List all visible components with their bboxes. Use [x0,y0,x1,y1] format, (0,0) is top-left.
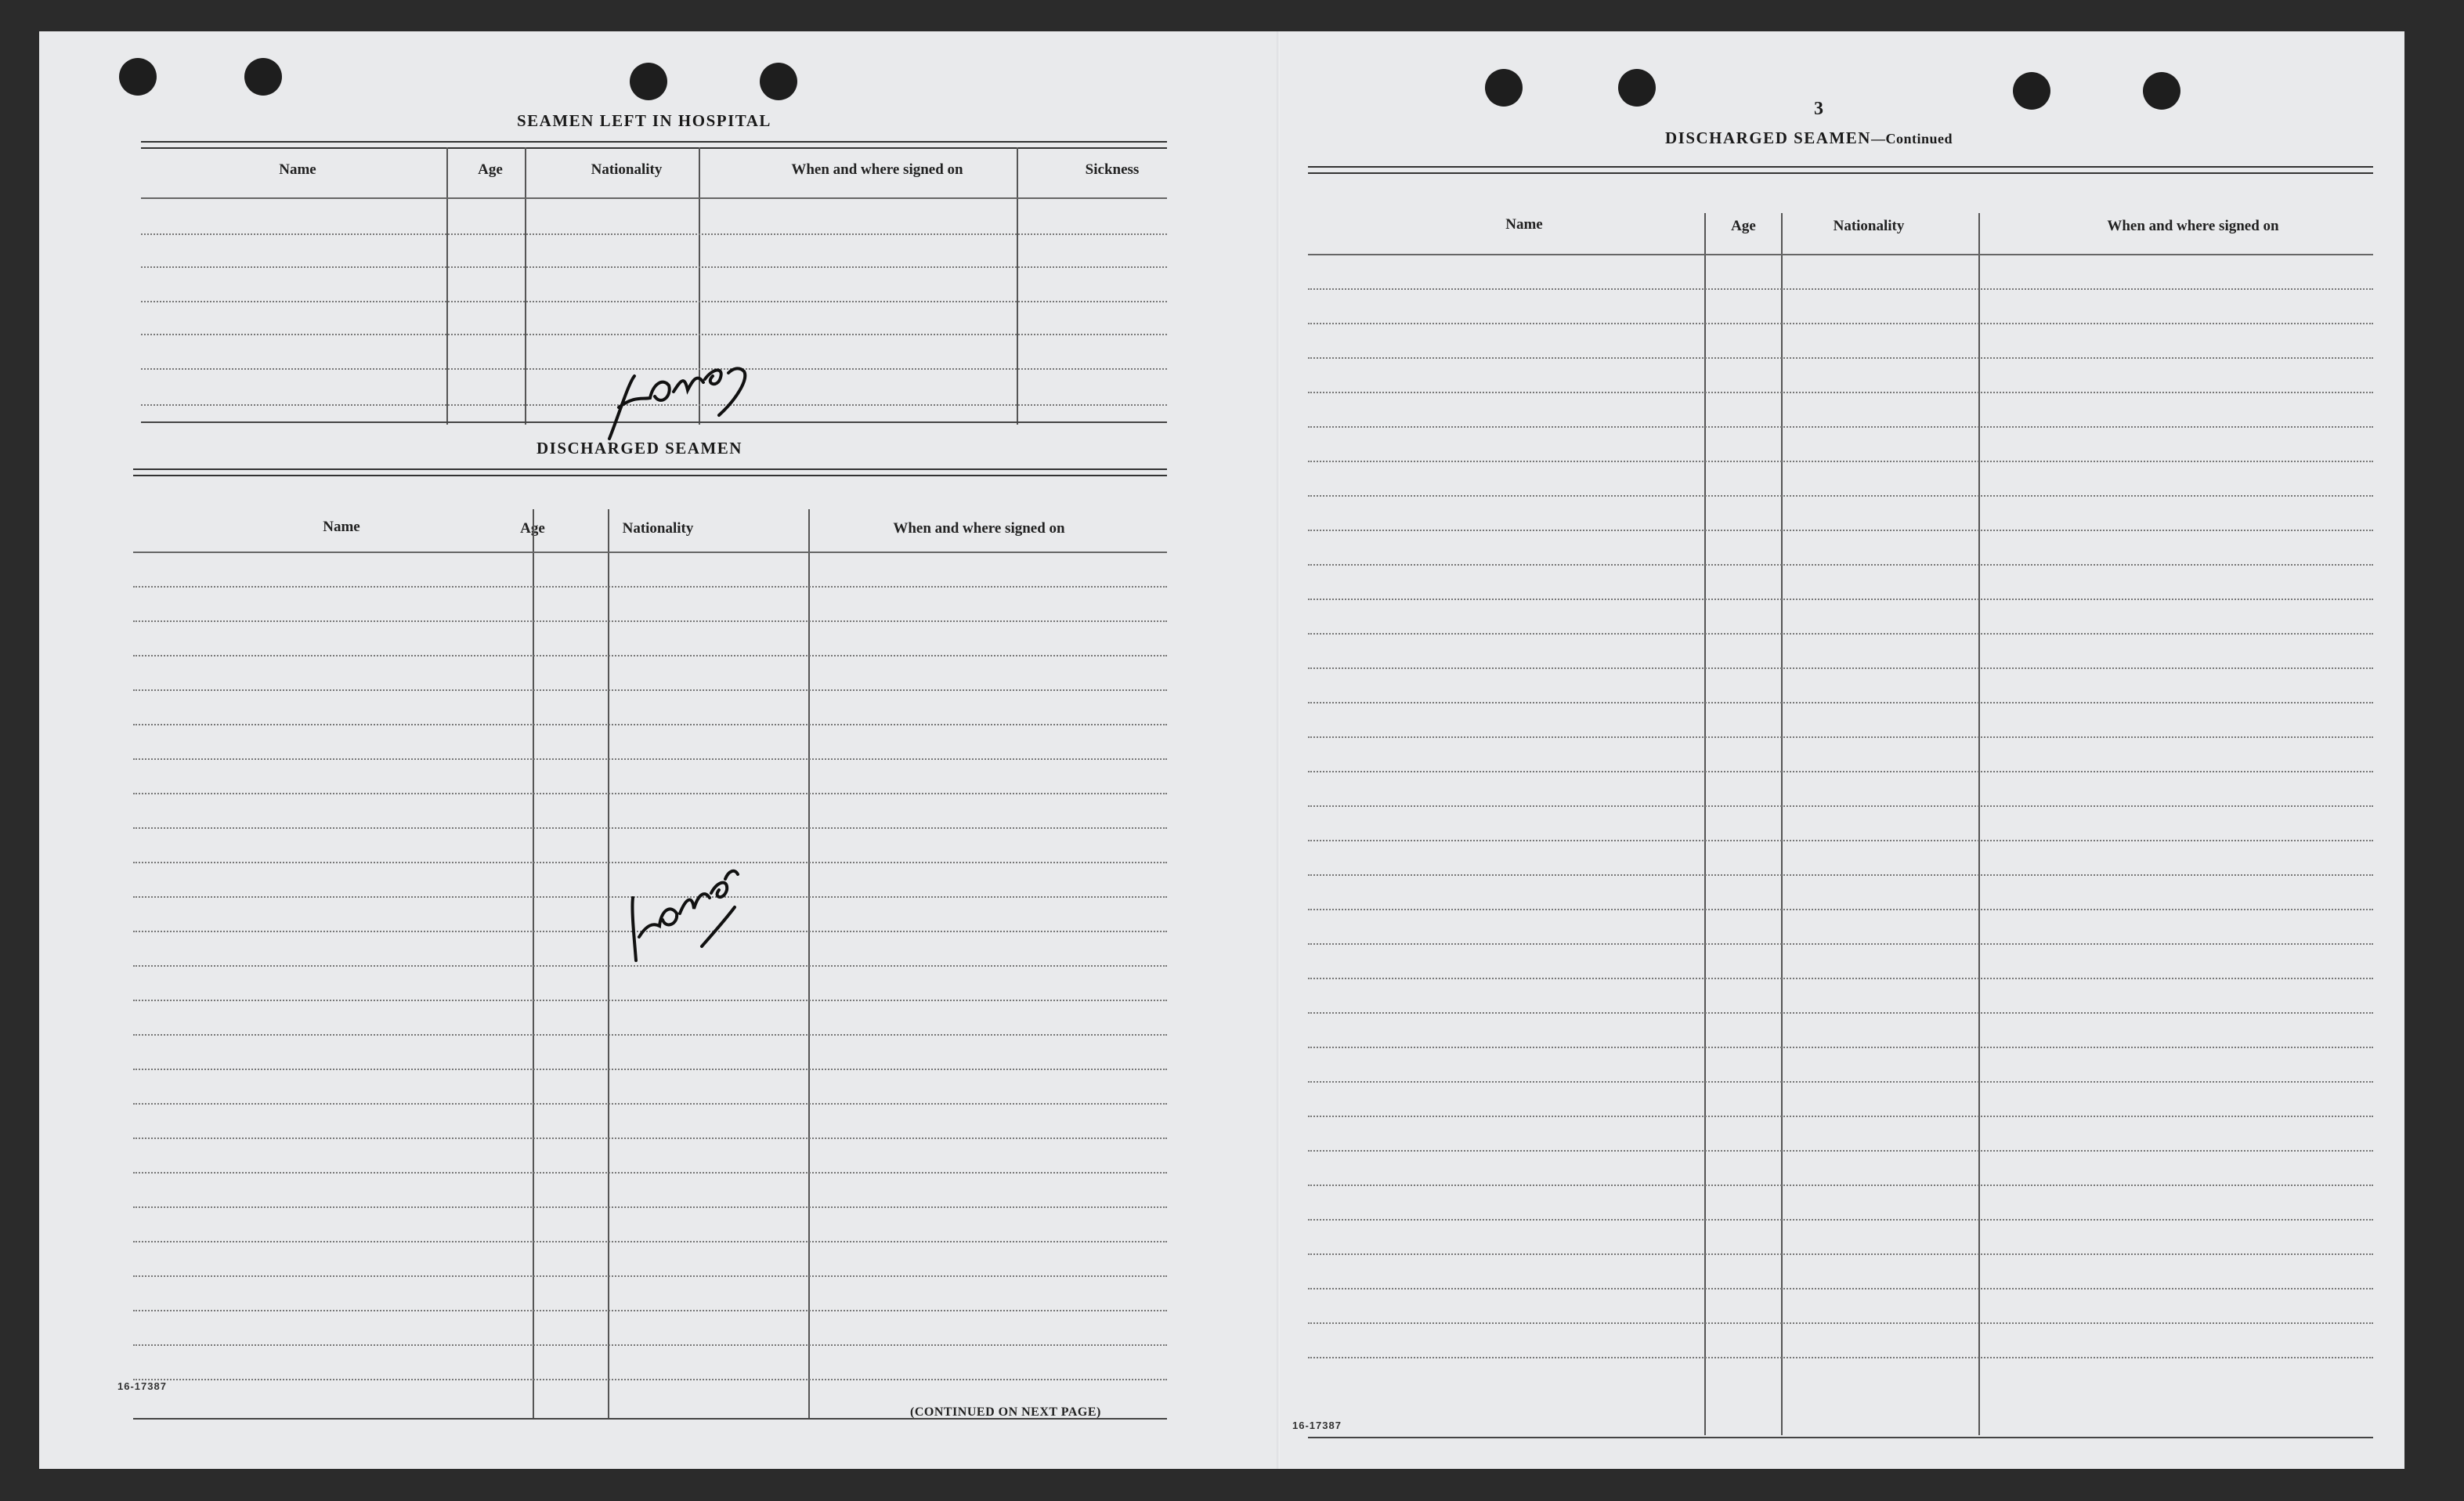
column-header-when-where: When and where signed on [791,161,963,178]
punch-hole [630,63,667,100]
punch-hole [1485,69,1523,107]
column-header-nationality: Nationality [622,520,694,537]
page-fold [1277,31,1280,1469]
form-number: 16-17387 [1292,1420,1342,1431]
column-header-age: Age [520,520,545,537]
punch-hole [2143,72,2180,110]
column-header-nationality: Nationality [1833,218,1905,234]
punch-hole [760,63,797,100]
discharged-continued-title-main: DISCHARGED SEAMEN [1665,128,1871,147]
discharged-continued-title [1665,128,1953,148]
column-header-age: Age [1731,218,1756,234]
column-header-name: Name [1505,216,1543,233]
handwritten-none-discharged [587,823,768,991]
punch-hole [244,58,282,96]
hospital-section-title: SEAMEN LEFT IN HOSPITAL [517,111,771,130]
handwritten-none-hospital [587,321,791,458]
form-number: 16-17387 [117,1380,167,1392]
column-header-sickness: Sickness [1085,161,1140,178]
discharged-continued-table [1308,166,2373,1448]
punch-hole [1618,69,1656,107]
document-sheet [39,31,2404,1469]
discharged-continued-title-suffix: —Continued [1870,131,1953,146]
column-header-name: Name [279,161,316,178]
column-header-age: Age [478,161,503,178]
column-header-nationality: Nationality [591,161,663,178]
column-header-when-where: When and where signed on [2107,218,2279,234]
discharged-section-title: DISCHARGED SEAMEN [537,439,742,458]
continued-note: (CONTINUED ON NEXT PAGE) [910,1405,1101,1419]
column-header-name: Name [323,519,360,535]
page-number: 3 [1814,99,1823,119]
punch-hole [2013,72,2050,110]
punch-hole [119,58,157,96]
column-header-when-where: When and where signed on [893,520,1065,537]
